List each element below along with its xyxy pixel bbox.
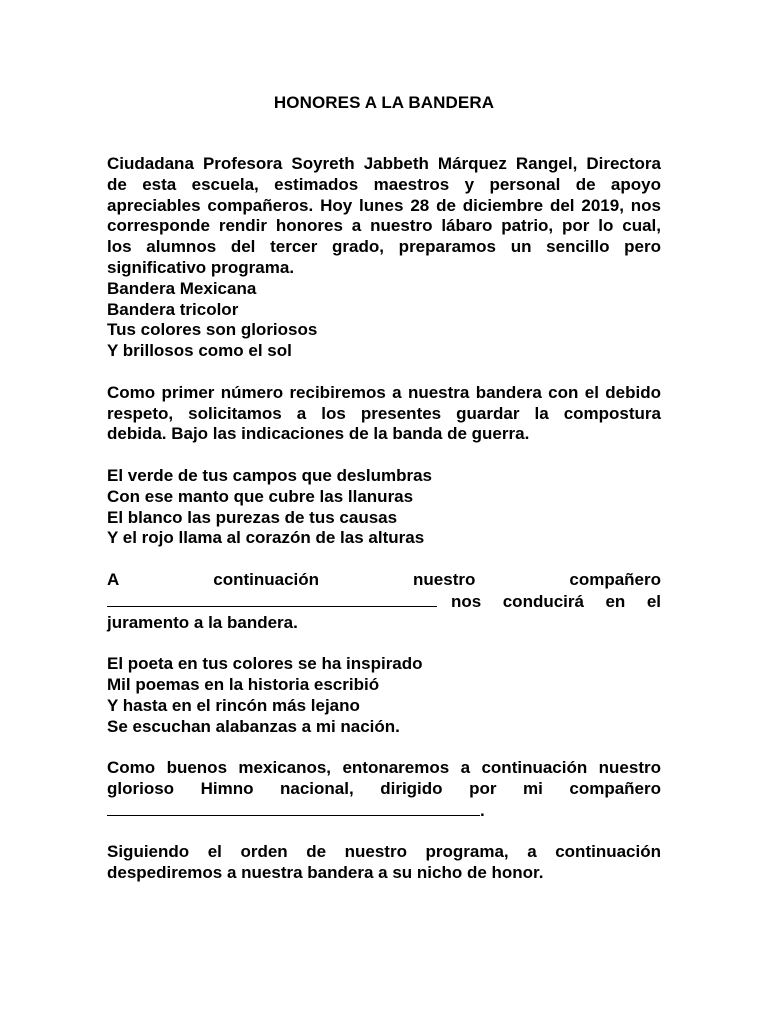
paragraph-anthem	[107, 758, 661, 821]
period: .	[480, 800, 485, 820]
name-blank-line[interactable]	[107, 800, 480, 816]
paragraph-line: corresponde rendir honores a nuestro lábaro patrio, por lo cual,	[107, 216, 661, 236]
verse-block	[107, 466, 661, 549]
paragraph-line: Como buenos mexicanos, entonaremos a continuación nuestro	[107, 758, 661, 778]
paragraph-line	[107, 800, 661, 822]
verse-line: Y brillosos como el sol	[107, 341, 292, 361]
verse-line: El poeta en tus colores se ha inspirado	[107, 654, 423, 674]
verse-line: Mil poemas en la historia escribió	[107, 674, 380, 694]
verse-line: Tus colores son gloriosos	[107, 320, 318, 340]
paragraph-line: apreciables compañeros. Hoy lunes 28 de diciembre del 2019, nos	[107, 195, 661, 215]
verse-line: El verde de tus campos que deslumbras	[107, 465, 433, 485]
verse-line: Se escuchan alabanzas a mi nación.	[107, 716, 400, 736]
verse-line: Y el rojo llama al corazón de las alturas	[107, 528, 425, 548]
verse-line: Con ese manto que cubre las llanuras	[107, 486, 414, 506]
paragraph-line: Siguiendo el orden de nuestro programa, a continuación	[107, 842, 661, 862]
paragraph-line: Ciudadana Profesora Soyreth Jabbeth Márquez Rangel, Directora	[107, 154, 661, 173]
paragraph-line: respeto, solicitamos a los presentes guardar la compostura	[107, 403, 661, 423]
word: A	[107, 569, 120, 589]
document-title: HONORES A LA BANDERA	[273, 93, 495, 112]
name-blank-line[interactable]	[107, 591, 437, 607]
word: nuestro	[413, 569, 476, 589]
paragraph-first-number	[107, 383, 661, 445]
paragraph-line: debida. Bajo las indicaciones de la banda de guerra.	[107, 424, 530, 444]
verse-line: Bandera tricolor	[107, 299, 239, 319]
paragraph-farewell	[107, 842, 661, 884]
paragraph-line: los alumnos del tercer grado, preparamos un sencillo pero	[107, 237, 661, 257]
paragraph-text: nos conducirá en el	[451, 591, 661, 611]
paragraph-oath	[107, 570, 661, 633]
document-body	[107, 154, 661, 905]
verse-block	[107, 654, 661, 737]
paragraph-line: Como primer número recibiremos a nuestra bandera con el debido	[107, 382, 661, 402]
paragraph-line	[107, 570, 661, 591]
word: continuación	[213, 569, 320, 589]
paragraph-line: glorioso Himno nacional, dirigido por mi compañero	[107, 778, 661, 798]
paragraph-line	[107, 591, 661, 613]
paragraph-line: despediremos a nuestra bandera a su nicho de honor.	[107, 863, 544, 883]
verse-line: Bandera Mexicana	[107, 278, 257, 298]
paragraph-line: de esta escuela, estimados maestros y personal de apoyo	[107, 174, 661, 194]
paragraph-line: significativo programa.	[107, 257, 295, 277]
word: compañero	[569, 569, 661, 589]
paragraph-line: juramento a la bandera.	[107, 612, 298, 632]
verse-line: Y hasta en el rincón más lejano	[107, 695, 360, 715]
verse-line: El blanco las purezas de tus causas	[107, 507, 398, 527]
paragraph-greeting	[107, 154, 661, 362]
